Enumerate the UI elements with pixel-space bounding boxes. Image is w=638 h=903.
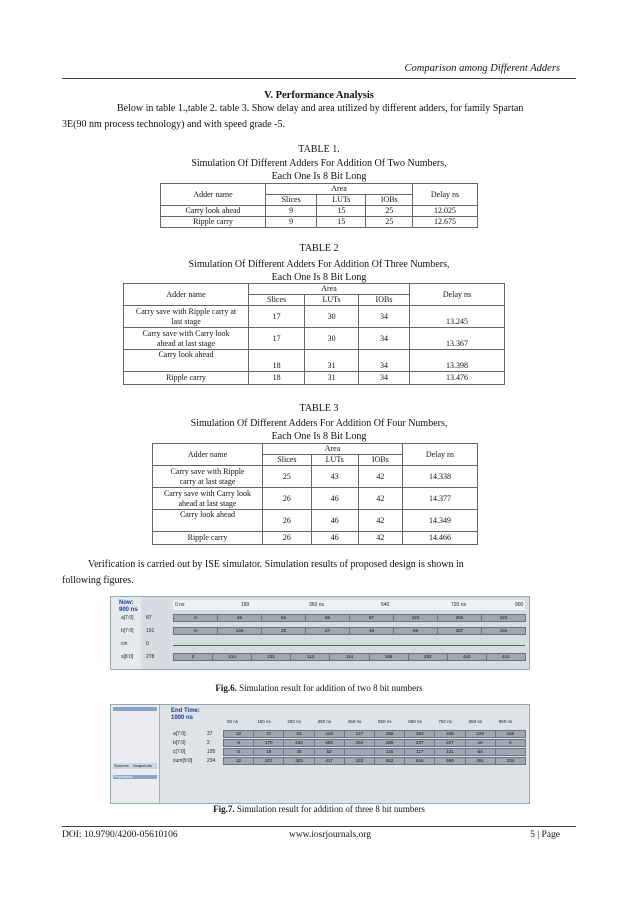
table1-title-1: Simulation Of Different Adders For Addition Of Two Numbers, bbox=[191, 158, 447, 169]
time-tick: 50 ns bbox=[227, 719, 239, 724]
table-row: Carry save with Carry look ahead at last stage 17 30 34 13.367 bbox=[124, 328, 505, 350]
signal-segment: 442 bbox=[447, 653, 487, 661]
signal-name: a[7:0] bbox=[173, 731, 186, 737]
footer-rule bbox=[62, 826, 576, 827]
table3-head-area: Area bbox=[263, 444, 403, 455]
signal-segment: 414 bbox=[486, 653, 526, 661]
time-tick: 750 ns bbox=[438, 719, 452, 724]
signal-name: cin bbox=[121, 641, 128, 647]
signal-segment: 223 bbox=[481, 614, 526, 622]
signal-segment: 223 bbox=[393, 614, 438, 622]
signal-segment bbox=[344, 748, 375, 756]
signal-segment: 86 bbox=[305, 614, 350, 622]
signal-segment: 250 bbox=[314, 739, 345, 747]
fig7-sources-panel bbox=[111, 705, 160, 803]
signal-value: 234 bbox=[207, 758, 216, 764]
signal-segment: 207 bbox=[253, 757, 284, 765]
signal-segment: 165 bbox=[495, 730, 526, 738]
signal-value: 191 bbox=[146, 628, 155, 634]
signal-segment: 391 bbox=[465, 757, 496, 765]
table-row: Carry save with Ripple carry at last stage 25 43 42 14.338 bbox=[153, 466, 478, 488]
signal-segment: 87 bbox=[349, 614, 394, 622]
signal-segment: 234 bbox=[283, 739, 314, 747]
signal-segment: 116 bbox=[374, 748, 405, 756]
intro-line-1: Below in table 1.,table 2. table 3. Show delay and area utilized by different adders, for family Spartan bbox=[117, 103, 524, 114]
table-row: Carry look ahead 9 15 25 12.025 bbox=[161, 206, 478, 217]
time-tick: 850 ns bbox=[468, 719, 483, 724]
table3-head-delay: Delay ns bbox=[403, 444, 478, 466]
signal-segment: 52 bbox=[314, 748, 345, 756]
signal-track bbox=[173, 627, 525, 634]
signal-segment bbox=[495, 748, 526, 756]
signal-segment: 16 bbox=[253, 748, 284, 756]
table1-title-2: Each One Is 8 Bit Long bbox=[271, 171, 367, 182]
table3-head-slices: Slices bbox=[263, 455, 312, 466]
signal-segment: 417 bbox=[314, 757, 345, 765]
table1-head-iobs: IOBs bbox=[366, 195, 413, 206]
signal-name: c[7:0] bbox=[173, 749, 186, 755]
signal-name: a[7:0] bbox=[121, 615, 134, 621]
table-row: Carry save with Ripple carry at last stage 17 30 34 13.245 bbox=[124, 306, 505, 328]
signal-track bbox=[173, 653, 525, 660]
signal-value: 278 bbox=[146, 654, 155, 660]
signal-segment: 19 bbox=[349, 627, 394, 635]
panel-tab-snapshots[interactable]: Snapshots bbox=[133, 763, 152, 768]
signal-segment: 0 bbox=[173, 627, 218, 635]
signal-segment: 254 bbox=[344, 739, 375, 747]
time-tick: 650 ns bbox=[408, 719, 422, 724]
footer-page: 5 | Page bbox=[530, 830, 560, 840]
table1 bbox=[160, 183, 478, 228]
signal-segment: 27 bbox=[305, 627, 350, 635]
table2 bbox=[123, 283, 505, 385]
panel-tab-sources[interactable]: Sources bbox=[114, 763, 129, 768]
signal-track bbox=[173, 640, 525, 647]
section-title: V. Performance Analysis bbox=[264, 90, 374, 101]
signal-segment: 32 bbox=[223, 730, 254, 738]
signal-name: b[7:0] bbox=[173, 740, 186, 746]
time-tick: 450 ns bbox=[347, 719, 362, 724]
table-row: Carry look ahead 18 31 34 13.398 bbox=[124, 350, 505, 372]
fig6-caption: Fig.6. Simulation result for addition of two 8 bit numbers bbox=[215, 683, 423, 693]
signal-segment: 562 bbox=[374, 757, 405, 765]
signal-track bbox=[223, 757, 525, 764]
signal-name: b[7:0] bbox=[121, 628, 134, 634]
signal-segment: 16 bbox=[465, 739, 496, 747]
signal-segment: 187 bbox=[437, 627, 482, 635]
table-row: Ripple carry 26 46 42 14.466 bbox=[153, 532, 478, 545]
signal-segment: 247 bbox=[404, 739, 435, 747]
table3-head-luts: LUTs bbox=[311, 455, 358, 466]
signal-segment: 186 bbox=[369, 653, 409, 661]
table2-title-2: Each One Is 8 Bit Long bbox=[271, 272, 367, 283]
signal-segment: 227 bbox=[434, 739, 465, 747]
signal-segment: 170 bbox=[253, 739, 284, 747]
signal-segment: 127 bbox=[344, 730, 375, 738]
signal-segment: 433 bbox=[344, 757, 375, 765]
fig7-end-value: 1000 ns bbox=[171, 715, 194, 721]
table3 bbox=[152, 443, 478, 545]
signal-segment: 25 bbox=[261, 627, 306, 635]
signal-segment: 229 bbox=[465, 730, 496, 738]
table2-head-delay: Delay ns bbox=[410, 284, 505, 306]
signal-segment: 53 bbox=[283, 730, 314, 738]
table-row: Carry save with Carry look ahead at last stage 26 46 42 14.377 bbox=[153, 488, 478, 510]
signal-segment: 131 bbox=[434, 748, 465, 756]
signal-segment: 616 bbox=[404, 757, 435, 765]
table1-head-slices: Slices bbox=[266, 195, 317, 206]
table2-head-area: Area bbox=[249, 284, 410, 295]
signal-segment: 37 bbox=[253, 730, 284, 738]
table-row: Ripple carry 18 31 34 13.476 bbox=[124, 372, 505, 385]
signal-segment: 119 bbox=[314, 730, 345, 738]
time-tick: 950 ns bbox=[498, 719, 513, 724]
table3-label: TABLE 3 bbox=[299, 403, 339, 414]
signal-segment: 569 bbox=[434, 757, 465, 765]
signal-segment: 117 bbox=[404, 748, 435, 756]
signal-name: sum[9:0] bbox=[173, 758, 193, 764]
signal-segment: 59 bbox=[393, 627, 438, 635]
time-tick: 350 ns bbox=[317, 719, 332, 724]
signal-segment: 303 bbox=[283, 757, 314, 765]
table3-head-iobs: IOBs bbox=[358, 455, 402, 466]
table2-label: TABLE 2 bbox=[299, 243, 339, 254]
table1-head-name: Adder name bbox=[161, 184, 266, 206]
signal-segment: 231 bbox=[251, 653, 291, 661]
fig6-waveform bbox=[110, 596, 530, 670]
fig7-caption: Fig.7. Simulation result for addition of three 8 bit numbers bbox=[213, 804, 425, 814]
signal-track bbox=[223, 730, 525, 737]
table3-title-2: Each One Is 8 Bit Long bbox=[271, 431, 367, 442]
signal-track bbox=[223, 739, 525, 746]
table1-label: TABLE 1. bbox=[298, 144, 340, 155]
signal-segment: 282 bbox=[408, 653, 448, 661]
fig6-now-value: 900 ns bbox=[119, 607, 138, 613]
signal-segment: 245 bbox=[434, 730, 465, 738]
fig6-now-label: Now: bbox=[119, 600, 134, 606]
running-title: Comparison among Different Adders bbox=[404, 63, 560, 74]
signal-segment: 8 bbox=[223, 739, 254, 747]
table1-head-area: Area bbox=[266, 184, 413, 195]
signal-segment: 64 bbox=[465, 748, 496, 756]
header-rule bbox=[62, 78, 576, 79]
signal-value: 0 bbox=[146, 641, 149, 647]
signal-segment: 64 bbox=[261, 614, 306, 622]
panel-processes: Processes bbox=[114, 774, 133, 779]
signal-segment: 32 bbox=[223, 757, 254, 765]
table2-head-slices: Slices bbox=[249, 295, 305, 306]
time-tick: 150 ns bbox=[257, 719, 271, 724]
signal-segment: 0 bbox=[223, 748, 254, 756]
table2-title-1: Simulation Of Different Adders For Addition Of Three Numbers, bbox=[188, 259, 450, 270]
footer-doi: DOI: 10.9790/4200-05610106 bbox=[62, 830, 178, 840]
signal-value: 87 bbox=[146, 615, 152, 621]
signal-segment: 255 bbox=[437, 614, 482, 622]
fig6-time-ruler: 0 ns 180 360 ns 540 720 ns 900 bbox=[175, 602, 524, 608]
signal-segment: 114 bbox=[329, 653, 369, 661]
signal-name: s[8:0] bbox=[121, 654, 134, 660]
footer-site: www.iosrjournals.org bbox=[288, 830, 372, 840]
signal-segment: 2 bbox=[495, 739, 526, 747]
signal-value: 2 bbox=[207, 740, 210, 746]
fig7-end-label: End Time: bbox=[171, 708, 200, 714]
signal-segment: 255 bbox=[374, 739, 405, 747]
signal-track bbox=[173, 614, 525, 621]
signal-value: 37 bbox=[207, 731, 213, 737]
verification-line-1: Verification is carried out by ISE simulator. Simulation results of proposed design is shown in bbox=[88, 559, 464, 570]
signal-segment: 253 bbox=[404, 730, 435, 738]
signal-segment: 113 bbox=[290, 653, 330, 661]
signal-low-line bbox=[173, 645, 525, 646]
signal-segment: 46 bbox=[217, 614, 262, 622]
signal-segment: 214 bbox=[212, 653, 252, 661]
table3-head-name: Adder name bbox=[153, 444, 263, 466]
signal-segment: 255 bbox=[374, 730, 405, 738]
table-row: Ripple carry 9 15 25 12.675 bbox=[161, 217, 478, 228]
table1-head-delay: Delay ns bbox=[413, 184, 478, 206]
time-tick: 250 ns bbox=[287, 719, 301, 724]
fig7-time-ruler bbox=[223, 719, 525, 727]
table3-title-1: Simulation Of Different Adders For Addition Of Four Numbers, bbox=[190, 418, 448, 429]
signal-value: 195 bbox=[207, 749, 216, 755]
table2-head-name: Adder name bbox=[124, 284, 249, 306]
time-tick: 550 ns bbox=[378, 719, 392, 724]
table2-head-luts: LUTs bbox=[305, 295, 359, 306]
signal-segment: 40 bbox=[283, 748, 314, 756]
signal-segment: 234 bbox=[495, 757, 526, 765]
signal-track bbox=[223, 748, 525, 755]
signal-segment: 0 bbox=[173, 653, 213, 661]
signal-segment: 146 bbox=[217, 627, 262, 635]
signal-segment: 0 bbox=[173, 614, 218, 622]
verification-line-2: following figures. bbox=[62, 575, 134, 586]
intro-line-2: 3E(90 nm process technology) and with speed grade -5. bbox=[62, 119, 285, 130]
fig7-waveform bbox=[110, 704, 530, 804]
table2-head-iobs: IOBs bbox=[358, 295, 409, 306]
table-row: Carry look ahead 26 46 42 14.349 bbox=[153, 510, 478, 532]
table1-head-luts: LUTs bbox=[317, 195, 366, 206]
signal-segment: 191 bbox=[481, 627, 526, 635]
